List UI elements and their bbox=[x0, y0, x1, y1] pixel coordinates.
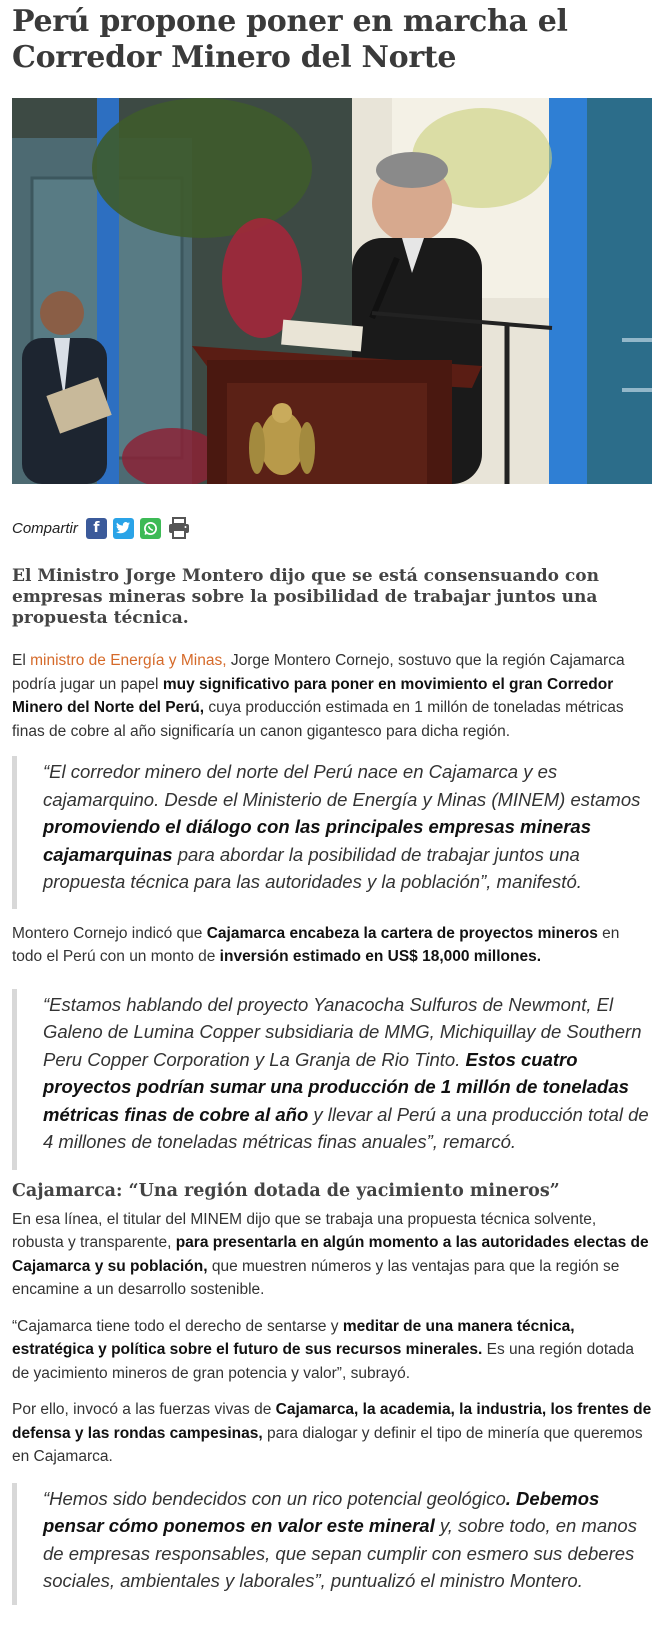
text: Montero Cornejo indicó que bbox=[12, 924, 207, 942]
bold-text: Cajamarca encabeza la cartera de proyectos mineros bbox=[206, 924, 598, 942]
text: cuya producción estimada en 1 millón de toneladas métricas finas de cobre al año significaría un canon gigantesco para dicha región. bbox=[12, 699, 624, 740]
minem-link[interactable]: ministro de Energía y Minas, bbox=[30, 652, 227, 669]
whatsapp-icon[interactable] bbox=[140, 518, 161, 539]
quote-3 bbox=[12, 1483, 652, 1605]
text: para dialogar y definir el tipo de minería que queremos en Cajamarca. bbox=[12, 1424, 643, 1465]
text: “Cajamarca tiene todo el derecho de sentarse y bbox=[12, 1317, 343, 1335]
text: “El corredor minero del norte del Perú nace en Cajamarca y es cajamarquino. Desde el Ministerio de Energía y Minas (MINEM) estamos bbox=[43, 761, 641, 810]
text: y llevar al Perú a una producción total de 4 millones de toneladas métricas finas anuales”, remarcó. bbox=[43, 1103, 649, 1152]
subheading: Cajamarca: “Una región dotada de yacimiento mineros” bbox=[12, 1180, 560, 1201]
article-title bbox=[12, 4, 652, 76]
text: que muestren números y las ventajas para que la región se encamine a un desarrollo sostenible. bbox=[12, 1257, 620, 1298]
title-line-1: Perú propone poner en marcha el bbox=[12, 4, 568, 39]
text: Por ello, invocó a las fuerzas vivas de bbox=[12, 1401, 276, 1418]
text: El bbox=[12, 652, 31, 669]
quote-2 bbox=[12, 989, 652, 1170]
paragraph-5 bbox=[12, 1398, 652, 1469]
facebook-icon[interactable]: f bbox=[86, 518, 107, 539]
article-lead: El Ministro Jorge Montero dijo que se está consensuando con empresas mineras sobre la posibilidad de trabajar juntos una propuesta técnica. bbox=[12, 566, 599, 628]
bold-text: promoviendo el diálogo con las principales empresas mineras cajamarquinas bbox=[43, 816, 591, 865]
twitter-icon[interactable] bbox=[113, 518, 134, 539]
article bbox=[0, 4, 664, 1605]
bold-text: meditar de una manera técnica, estratégica y política sobre el futuro de sus recursos minerales. bbox=[12, 1317, 575, 1358]
paragraph-2 bbox=[12, 922, 652, 969]
text: para abordar la posibilidad de trabajar juntos una propuesta técnica para las autoridades y la población”, manifestó. bbox=[43, 843, 582, 892]
text: Es una región dotada de yacimiento mineros de gran potencia y valor”, subrayó. bbox=[12, 1341, 635, 1382]
text: En esa línea, el titular del MINEM dijo que se trabaja una propuesta técnica solvente, robusta y transparente, bbox=[12, 1210, 597, 1251]
bold-text: muy significativo para poner en movimiento el gran Corredor Minero del Norte del Perú, bbox=[12, 675, 614, 716]
text: y, sobre todo, en manos de empresas responsables, que sepan cumplir con esmero sus deberes sociales, ambientales y laborales”, puntualizó el ministro Montero. bbox=[43, 1515, 637, 1591]
bold-text: Estos cuatro proyectos podrían sumar una producción de 1 millón de toneladas métricas finas de cobre al año bbox=[43, 1048, 629, 1125]
text: “Hemos sido bendecidos con un rico potencial geológico bbox=[43, 1487, 506, 1509]
bold-text: inversión estimado en US$ 18,000 millones. bbox=[219, 948, 541, 965]
print-icon[interactable] bbox=[167, 518, 191, 539]
text: en todo el Perú con un monto de bbox=[12, 924, 620, 965]
paragraph-4 bbox=[12, 1315, 652, 1386]
bold-text: Cajamarca, la academia, la industria, los frentes de defensa y las rondas campesinas, bbox=[12, 1401, 652, 1442]
share-label: Compartir bbox=[12, 519, 78, 537]
paragraph-3 bbox=[12, 1208, 652, 1302]
hero-photo bbox=[12, 98, 652, 484]
text: Jorge Montero Cornejo, sostuvo que la región Cajamarca podría jugar un papel bbox=[12, 652, 625, 693]
bold-text: . Debemos pensar cómo ponemos en valor este mineral bbox=[43, 1487, 600, 1536]
text: “Estamos hablando del proyecto Yanacocha Sulfuros de Newmont, El Galeno de Lumina Copper subsidiaria de MMG, Michiquillay de Southern Peru Copper Corporation y La Granja de Rio Tinto. bbox=[43, 993, 642, 1070]
quote-1 bbox=[12, 756, 652, 909]
paragraph-1 bbox=[12, 649, 652, 743]
title-line-2: Corredor Minero del Norte bbox=[12, 40, 457, 75]
bold-text: para presentarla en algún momento a las autoridades electas de Cajamarca y su población, bbox=[12, 1234, 649, 1275]
share-bar bbox=[12, 514, 652, 542]
